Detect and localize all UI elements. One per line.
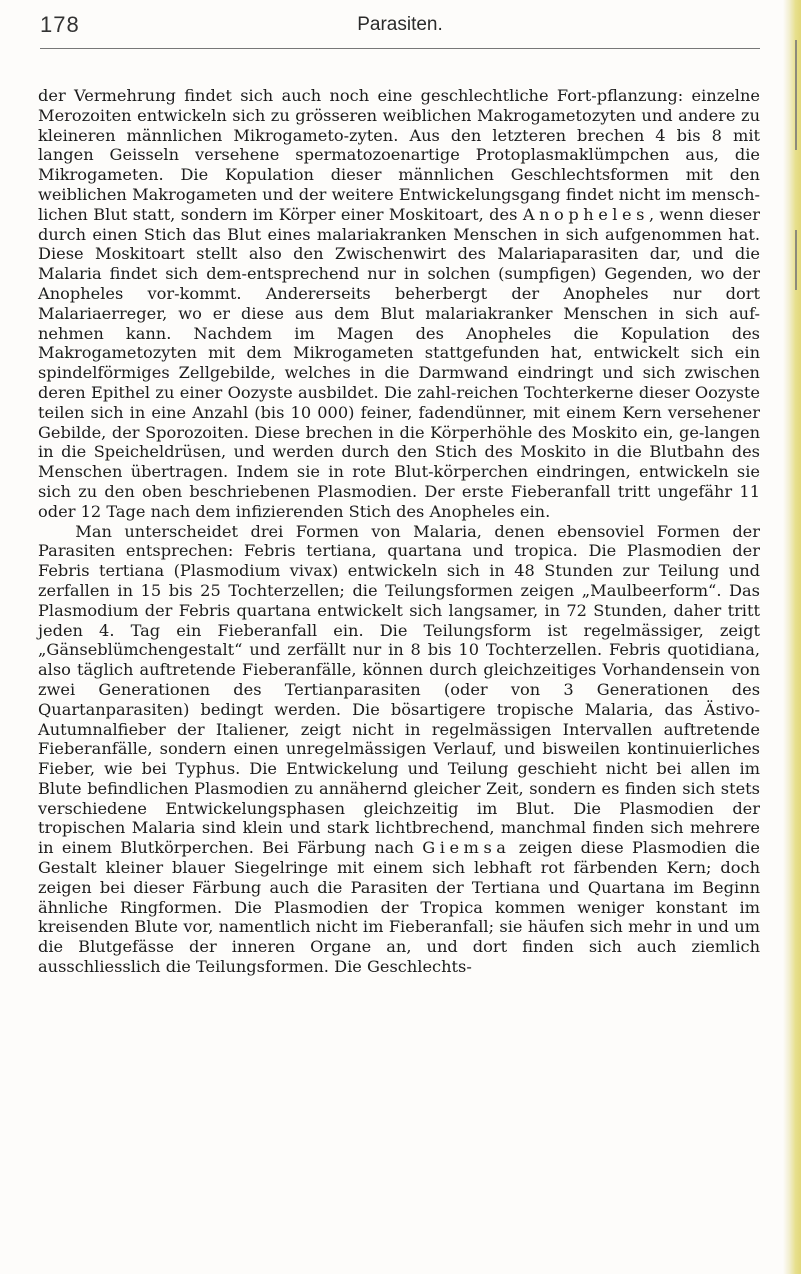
page-header: [40, 8, 760, 49]
paragraph-text: der Vermehrung findet sich auch noch eine geschlechtliche Fort-pflanzung: einzelne Merozoiten entwickeln sich zu grösseren weiblichen Makrogametozyten und andere zu kleineren männlichen Mikrogameto-zyten. Aus den letzteren brechen 4 bis 8 mit langen Geisseln versehene spermatozoenartige Protoplasmaklümpchen aus, die Mikrogameten. Die Kopulation dieser männlichen Geschlechtsformen mit den weiblichen Makrogameten und der weitere Entwickelungsgang findet nicht im mensch-lichen Blut statt, sondern im Körper einer Moskitoart, des: [38, 86, 760, 224]
running-head: Parasiten.: [357, 14, 443, 35]
page-edge-mark: [795, 40, 797, 150]
paragraph-text: zeigen diese Plasmodien die Gestalt kleiner blauer Siegelringe mit einem sich lebhaft rot färbenden Kern; doch zeigen bei dieser Färbung auch die Parasiten der Tertiana und Quartana im Beginn ähnliche Ringformen. Die Plasmodien der Tropica kommen weniger konstant im kreisenden Blute vor, namentlich nicht im Fieberanfall; sie häufen sich mehr in und um die Blutgefässe der inneren Organe an, und dort finden sich auch ziemlich ausschliesslich die Teilungsformen. Die Geschlechts-: [38, 838, 760, 977]
spaced-term: Giemsa: [422, 838, 511, 858]
body-text: [38, 86, 760, 977]
paragraph-text: , wenn dieser durch einen Stich das Blut eines malariakranken Menschen in sich aufgenommen hat. Diese Moskitoart stellt also den Zwischenwirt des Malariaparasiten dar, und die Malaria findet sich dem-entsprechend nur in solchen (sumpfigen) Gegenden, wo der Anopheles vor-kommt. Andererseits beherbergt der Anopheles nur dort Malariaerreger, wo er diese aus dem Blut malariakranker Menschen in sich auf-nehmen kann. Nachdem im Magen des Anopheles die Kopulation des Makrogametozyten mit dem Mikrogameten stattgefunden hat, entwickelt sich ein spindelförmiges Zellgebilde, welches in die Darmwand eindringt und sich zwischen deren Epithel zu einer Oozyste ausbildet. Die zahl-reichen Tochterkerne dieser Oozyste teilen sich in eine Anzahl (bis 10 000) feiner, fadendünner, mit einem Kern versehener Gebilde, der Sporozoiten. Diese brechen in die Körperhöhle des Moskito ein, ge-langen in die Speicheldrüsen, und werden durch den Stich des Moskito in die Blutbahn des Menschen übertragen. Indem sie in rote Blut-körperchen eindringen, entwickeln sie sich zu den oben beschriebenen Plasmodien. Der erste Fieberanfall tritt ungefähr 11 oder 12 Tage nach dem infizierenden Stich des Anopheles ein.: [38, 204, 761, 521]
page-edge-border: [783, 0, 801, 1274]
paragraph: [38, 86, 760, 522]
page-number: 178: [40, 12, 80, 37]
paragraph-text: Man unterscheidet drei Formen von Malaria, denen ebensoviel Formen der Parasiten entsprechen: Febris tertiana, quartana und tropica. Die Plasmodien der Febris tertiana (Plasmodium vivax) entwickeln sich in 48 Stunden zur Teilung und zerfallen in 15 bis 25 Tochterzellen; die Teilungsformen zeigen „Maulbeerform“. Das Plasmodium der Febris quartana entwickelt sich langsamer, in 72 Stunden, daher tritt jeden 4. Tag ein Fieberanfall ein. Die Teilungsform ist regelmässiger, zeigt „Gänseblümchengestalt“ und zerfällt nur in 8 bis 10 Tochterzellen. Febris quotidiana, also täglich auftretende Fieberanfälle, können durch gleichzeitiges Vorhandensein von zwei Generationen des Tertianparasiten (oder von 3 Generationen des Quartanparasiten) bedingt werden. Die bösartigere tropische Malaria, das Ästivo-Autumnalfieber der Italiener, zeigt nicht in regelmässigen Intervallen auftretende Fieberanfälle, sondern einen unregelmässigen Verlauf, und bisweilen kontinuierliches Fieber, wie bei Typhus. Die Entwickelung und Teilung geschieht nicht bei allen im Blute befindlichen Plasmodien zu annähernd gleicher Zeit, sondern es finden sich stets verschiedene Entwickelungsphasen gleichzeitig im Blut. Die Plasmodien der tropischen Malaria sind klein und stark lichtbrechend, manchmal finden sich mehrere in einem Blutkörperchen. Bei Färbung nach: [38, 521, 760, 858]
page-edge-mark: [795, 230, 797, 290]
spaced-term: Anopheles: [522, 204, 649, 224]
paragraph: [38, 522, 760, 977]
